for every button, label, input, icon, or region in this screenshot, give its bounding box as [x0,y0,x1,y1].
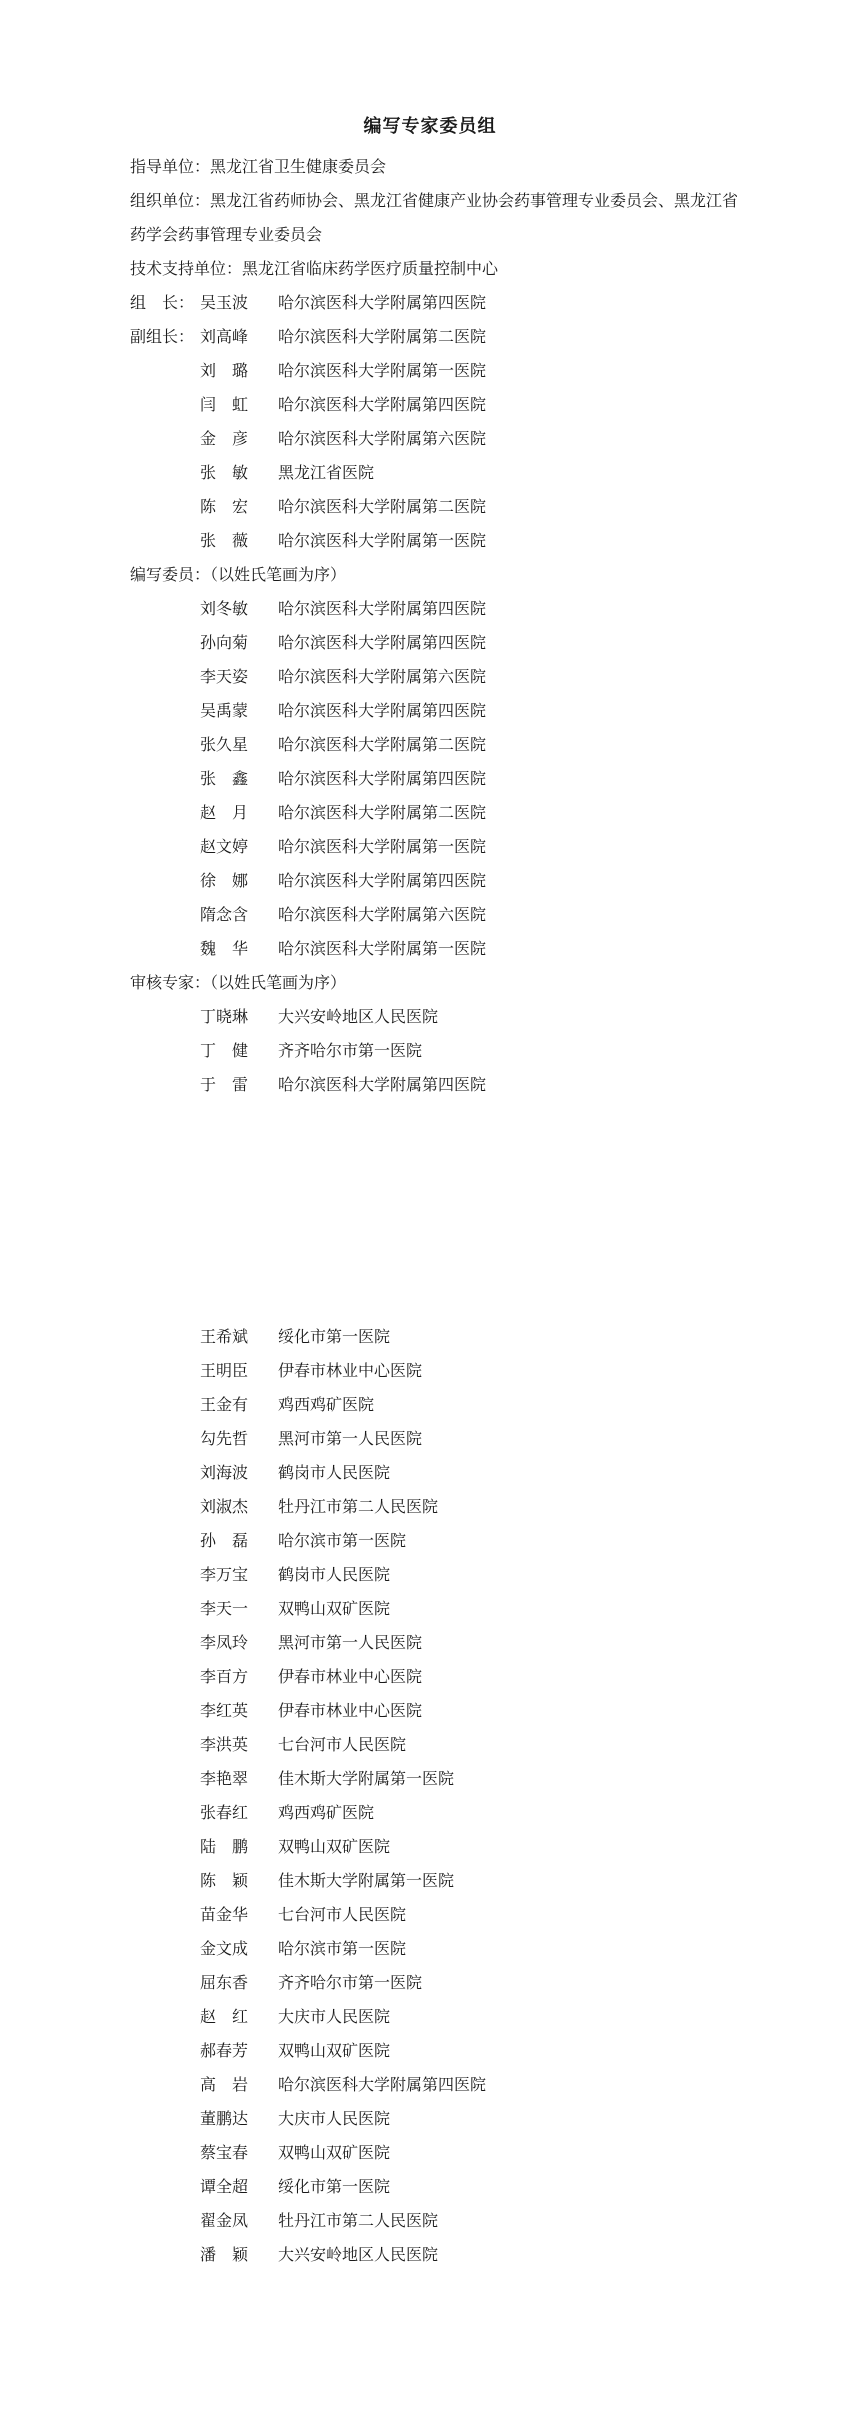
member-row [130,626,750,660]
member-name: 勾先哲 [200,1429,249,1448]
member-org: 哈尔滨医科大学附属第四医院 [278,701,487,720]
member-name: 李万宝 [200,1565,249,1584]
member-row [130,1068,750,1102]
member-row [130,932,750,966]
member-name: 孙向菊 [200,633,249,652]
member-name: 丁 健 [200,1041,249,1060]
member-row [130,524,750,558]
member-org: 哈尔滨医科大学附属第四医院 [278,599,487,618]
member-name: 潘 颖 [200,2245,249,2264]
member-name: 于 雷 [200,1075,249,1094]
member-org: 哈尔滨医科大学附属第一医院 [278,361,487,380]
member-row [130,2170,750,2204]
member-org: 哈尔滨医科大学附属第二医院 [278,327,487,346]
member-row [130,2136,750,2170]
member-org: 黑河市第一人民医院 [278,1633,423,1652]
member-row [130,1422,750,1456]
member-org: 牡丹江市第二人民医院 [278,2211,439,2230]
member-org: 大庆市人民医院 [278,2007,391,2026]
member-row [130,456,750,490]
member-name: 赵 红 [200,2007,249,2026]
member-org: 哈尔滨医科大学附属第四医院 [278,1075,487,1094]
member-row [130,1456,750,1490]
member-org: 绥化市第一医院 [278,2177,391,2196]
member-name: 张久星 [200,735,249,754]
member-name: 张 鑫 [200,769,249,788]
member-org: 鹤岗市人民医院 [278,1565,391,1584]
member-row [130,1034,750,1068]
member-row [130,2102,750,2136]
member-name: 李凤玲 [200,1633,249,1652]
member-org: 七台河市人民医院 [278,1735,407,1754]
member-org: 鹤岗市人民医院 [278,1463,391,1482]
member-name: 赵 月 [200,803,249,822]
member-name: 李艳翠 [200,1769,249,1788]
member-org: 双鸭山双矿医院 [278,2041,391,2060]
member-org: 牡丹江市第二人民医院 [278,1497,439,1516]
page-title: 编写专家委员组 [363,116,497,137]
member-row [130,1592,750,1626]
member-name: 李百方 [200,1667,249,1686]
member-name: 魏 华 [200,939,249,958]
member-row [130,1490,750,1524]
member-row [130,422,750,456]
member-name: 谭全超 [200,2177,249,2196]
member-name: 王希斌 [200,1327,249,1346]
member-org: 绥化市第一医院 [278,1327,391,1346]
member-row [130,592,750,626]
member-row [130,660,750,694]
member-org: 哈尔滨医科大学附属第二医院 [278,735,487,754]
member-org: 哈尔滨医科大学附属第四医院 [278,395,487,414]
reviewer-list [130,1000,750,1102]
member-name: 刘冬敏 [200,599,249,618]
member-name: 王金有 [200,1395,249,1414]
member-org: 伊春市林业中心医院 [278,1361,423,1380]
member-row [130,1388,750,1422]
member-name: 刘高峰 [200,327,249,346]
member-org: 双鸭山双矿医院 [278,1837,391,1856]
member-org: 大庆市人民医院 [278,2109,391,2128]
member-name: 金 彦 [200,429,249,448]
member-org: 佳木斯大学附属第一医院 [278,1769,455,1788]
member-org: 哈尔滨医科大学附属第四医院 [278,871,487,890]
header-section [130,150,750,1102]
editor-list [130,592,750,966]
editors-heading: 编写委员：（以姓氏笔画为序） [130,565,347,584]
member-name: 金文成 [200,1939,249,1958]
member-org: 大兴安岭地区人民医院 [278,1007,439,1026]
member-row [130,1932,750,1966]
member-row [130,762,750,796]
tech-support-unit: 技术支持单位：黑龙江省临床药学医疗质量控制中心 [130,259,499,278]
member-name: 李洪英 [200,1735,249,1754]
member-name: 刘 璐 [200,361,249,380]
member-row [130,694,750,728]
member-name: 闫 虹 [200,395,249,414]
member-org: 哈尔滨医科大学附属第一医院 [278,837,487,856]
member-org: 黑龙江省医院 [278,463,375,482]
member-row [130,1864,750,1898]
member-row [130,320,750,354]
leader-label: 组 长： [130,293,195,312]
member-org: 大兴安岭地区人民医院 [278,2245,439,2264]
member-name: 陈 宏 [200,497,249,516]
member-org: 双鸭山双矿医院 [278,2143,391,2162]
member-name: 董鹏达 [200,2109,249,2128]
member-org: 七台河市人民医院 [278,1905,407,1924]
member-org: 鸡西鸡矿医院 [278,1803,375,1822]
member-row [130,1966,750,2000]
member-row [130,1796,750,1830]
member-row [130,1626,750,1660]
member-row [130,796,750,830]
member-org: 齐齐哈尔市第一医院 [278,1041,423,1060]
member-name: 蔡宝春 [200,2143,249,2162]
member-org: 哈尔滨市第一医院 [278,1531,407,1550]
member-row [130,1762,750,1796]
member-org: 双鸭山双矿医院 [278,1599,391,1618]
member-row [130,1000,750,1034]
member-row [130,2204,750,2238]
member-org: 哈尔滨医科大学附属第二医院 [278,497,487,516]
member-name: 张春红 [200,1803,249,1822]
member-name: 丁晓琳 [200,1007,249,1026]
member-org: 鸡西鸡矿医院 [278,1395,375,1414]
member-org: 哈尔滨市第一医院 [278,1939,407,1958]
member-org: 齐齐哈尔市第一医院 [278,1973,423,1992]
member-org: 哈尔滨医科大学附属第四医院 [278,769,487,788]
member-name: 屈东香 [200,1973,249,1992]
member-row [130,1354,750,1388]
leader-org: 哈尔滨医科大学附属第四医院 [278,293,487,312]
leader-name: 吴玉波 [200,293,249,312]
member-row [130,2068,750,2102]
member-org: 哈尔滨医科大学附属第四医院 [278,633,487,652]
member-row [130,2034,750,2068]
member-row [130,1898,750,1932]
member-name: 刘淑杰 [200,1497,249,1516]
member-row [130,388,750,422]
member-org: 哈尔滨医科大学附属第一医院 [278,939,487,958]
deputy-list [130,320,750,558]
member-row [130,864,750,898]
member-row [130,1830,750,1864]
member-name: 吴禹蒙 [200,701,249,720]
member-name: 翟金凤 [200,2211,249,2230]
member-row [130,1728,750,1762]
member-org: 伊春市林业中心医院 [278,1701,423,1720]
member-org: 伊春市林业中心医院 [278,1667,423,1686]
member-name: 李天姿 [200,667,249,686]
member-name: 赵文婷 [200,837,249,856]
member-row [130,898,750,932]
member-org: 哈尔滨医科大学附属第六医院 [278,667,487,686]
member-name: 张 薇 [200,531,249,550]
member-name: 张 敏 [200,463,249,482]
member-row [130,2238,750,2272]
member-name: 李红英 [200,1701,249,1720]
member-name: 王明臣 [200,1361,249,1380]
member-org: 哈尔滨医科大学附属第一医院 [278,531,487,550]
member-row [130,830,750,864]
member-name: 李天一 [200,1599,249,1618]
member-org: 佳木斯大学附属第一医院 [278,1871,455,1890]
member-org: 黑河市第一人民医院 [278,1429,423,1448]
member-name: 陈 颖 [200,1871,249,1890]
member-name: 刘海波 [200,1463,249,1482]
member-row [130,354,750,388]
member-row [130,2000,750,2034]
member-row [130,1694,750,1728]
member-name: 苗金华 [200,1905,249,1924]
member-org: 哈尔滨医科大学附属第六医院 [278,429,487,448]
member-name: 郝春芳 [200,2041,249,2060]
member-row [130,1660,750,1694]
guidance-unit: 指导单位：黑龙江省卫生健康委员会 [130,157,387,176]
leader-row [130,286,750,320]
reviewers-heading: 审核专家：（以姓氏笔画为序） [130,973,347,992]
member-name: 高 岩 [200,2075,249,2094]
member-name: 陆 鹏 [200,1837,249,1856]
row-label: 副组长： [130,327,195,346]
member-name: 孙 磊 [200,1531,249,1550]
member-row [130,490,750,524]
member-org: 哈尔滨医科大学附属第六医院 [278,905,487,924]
member-row [130,1320,750,1354]
member-row [130,1524,750,1558]
member-row [130,1558,750,1592]
member-org: 哈尔滨医科大学附属第四医院 [278,2075,487,2094]
member-row [130,728,750,762]
member-name: 隋念含 [200,905,249,924]
member-org: 哈尔滨医科大学附属第二医院 [278,803,487,822]
reviewer-list-continued [130,1320,750,2272]
organizer-units: 组织单位：黑龙江省药师协会、黑龙江省健康产业协会药事管理专业委员会、黑龙江省药学会药事管理专业委员会 [130,191,739,244]
member-name: 徐 娜 [200,871,249,890]
